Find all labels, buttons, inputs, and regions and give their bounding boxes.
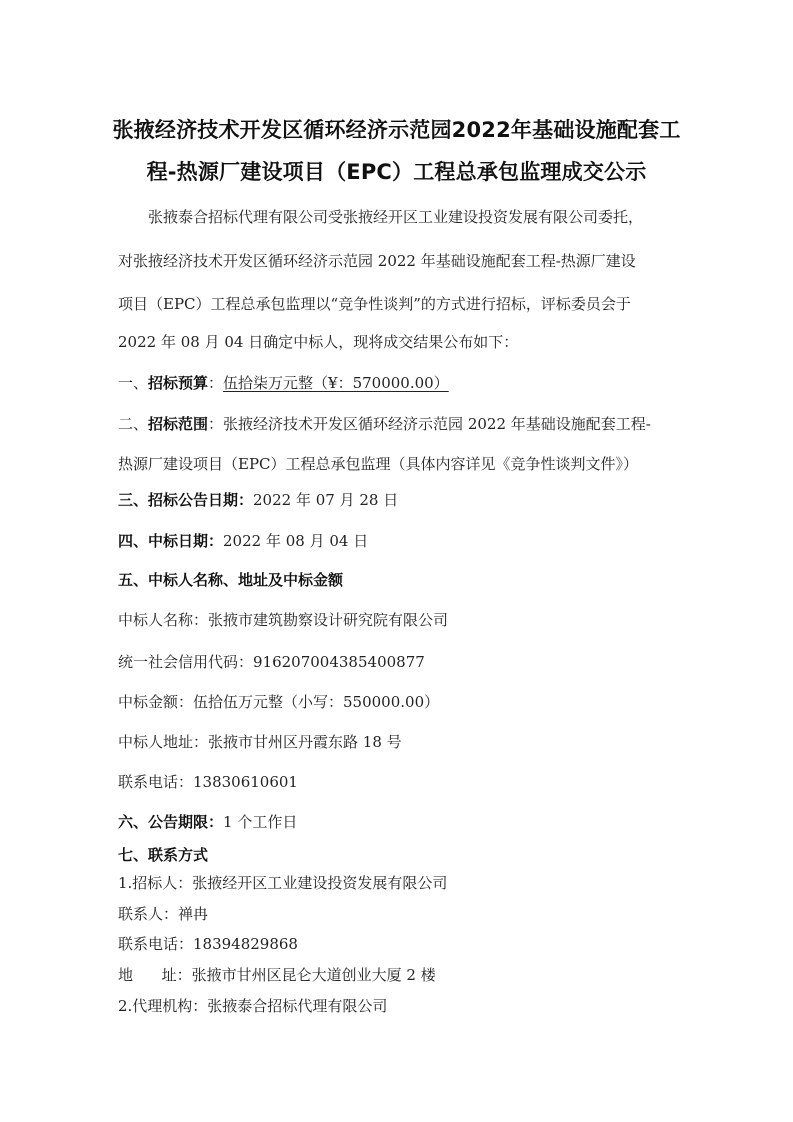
section-award-date [118, 531, 368, 551]
section-announce-date-value: 2022 年 07 月 28 日 [253, 491, 399, 509]
intro-line1: 张掖泰合招标代理有限公司受张掖经开区工业建设投资发展有限公司委托， [148, 208, 644, 226]
winner-phone: 联系电话：13830610601 [118, 773, 298, 791]
contact-address [118, 965, 436, 985]
section-period [118, 812, 297, 832]
contact-phone: 联系电话：18394829868 [118, 935, 298, 953]
intro-line2: 对张掖经济技术开发区循环经济示范园 2022 年基础设施配套工程-热源厂建设 [118, 252, 636, 270]
section-scope-value-line1: 张掖经济技术开发区循环经济示范园 2022 年基础设施配套工程- [223, 415, 651, 433]
intro-line3: 项目（EPC）工程总承包监理以“竞争性谈判”的方式进行招标，评标委员会于 [118, 295, 631, 313]
winner-name: 中标人名称：张掖市建筑勘察设计研究院有限公司 [118, 611, 449, 629]
section-period-label: 六、公告期限： [118, 813, 224, 831]
section-scope-label: 招标范围 [148, 415, 209, 433]
section-winner-heading: 五、中标人名称、地址及中标金额 [118, 571, 344, 589]
winner-amount: 中标金额：伍拾伍万元整（小写：550000.00） [118, 693, 440, 711]
contact-address-value: 张掖市甘州区昆仑大道创业大厦 2 楼 [191, 966, 436, 984]
section-budget-value: 伍拾柒万元整（¥：570000.00） [223, 374, 449, 392]
section-budget-label: 招标预算 [148, 374, 209, 392]
section-award-date-label: 四、中标日期： [118, 532, 224, 550]
section-scope-value-line2: 热源厂建设项目（EPC）工程总承包监理（具体内容详见《竞争性谈判文件》） [118, 455, 639, 473]
document-title-line2: 程-热源厂建设项目（EPC）工程总承包监理成交公示 [146, 160, 647, 184]
section-contact-heading: 七、联系方式 [118, 846, 209, 864]
section-award-date-value: 2022 年 08 月 04 日 [223, 532, 369, 550]
section-scope-prefix: 二、 [118, 415, 149, 433]
section-period-value: 1 个工作日 [223, 813, 298, 831]
section-scope-colon: ： [208, 415, 224, 433]
section-scope [118, 414, 651, 434]
section-budget-colon: ： [208, 374, 224, 392]
contact-person: 联系人：禅冉 [118, 905, 209, 923]
section-announce-date [118, 490, 398, 510]
section-announce-date-label: 三、招标公告日期： [118, 491, 254, 509]
section-budget [118, 373, 449, 393]
winner-address: 中标人地址：张掖市甘州区丹霞东路 18 号 [118, 733, 402, 751]
contact-agency: 2.代理机构：张掖泰合招标代理有限公司 [118, 997, 388, 1015]
section-budget-prefix: 一、 [118, 374, 149, 392]
winner-credit-code: 统一社会信用代码：916207004385400877 [118, 653, 425, 671]
contact-tenderer: 1.招标人：张掖经开区工业建设投资发展有限公司 [118, 874, 448, 892]
document-title-line1: 张掖经济技术开发区循环经济示范园2022年基础设施配套工 [112, 118, 681, 142]
intro-line4: 2022 年 08 月 04 日确定中标人，现将成交结果公布如下： [118, 333, 519, 351]
contact-address-label: 地 址： [118, 966, 192, 984]
